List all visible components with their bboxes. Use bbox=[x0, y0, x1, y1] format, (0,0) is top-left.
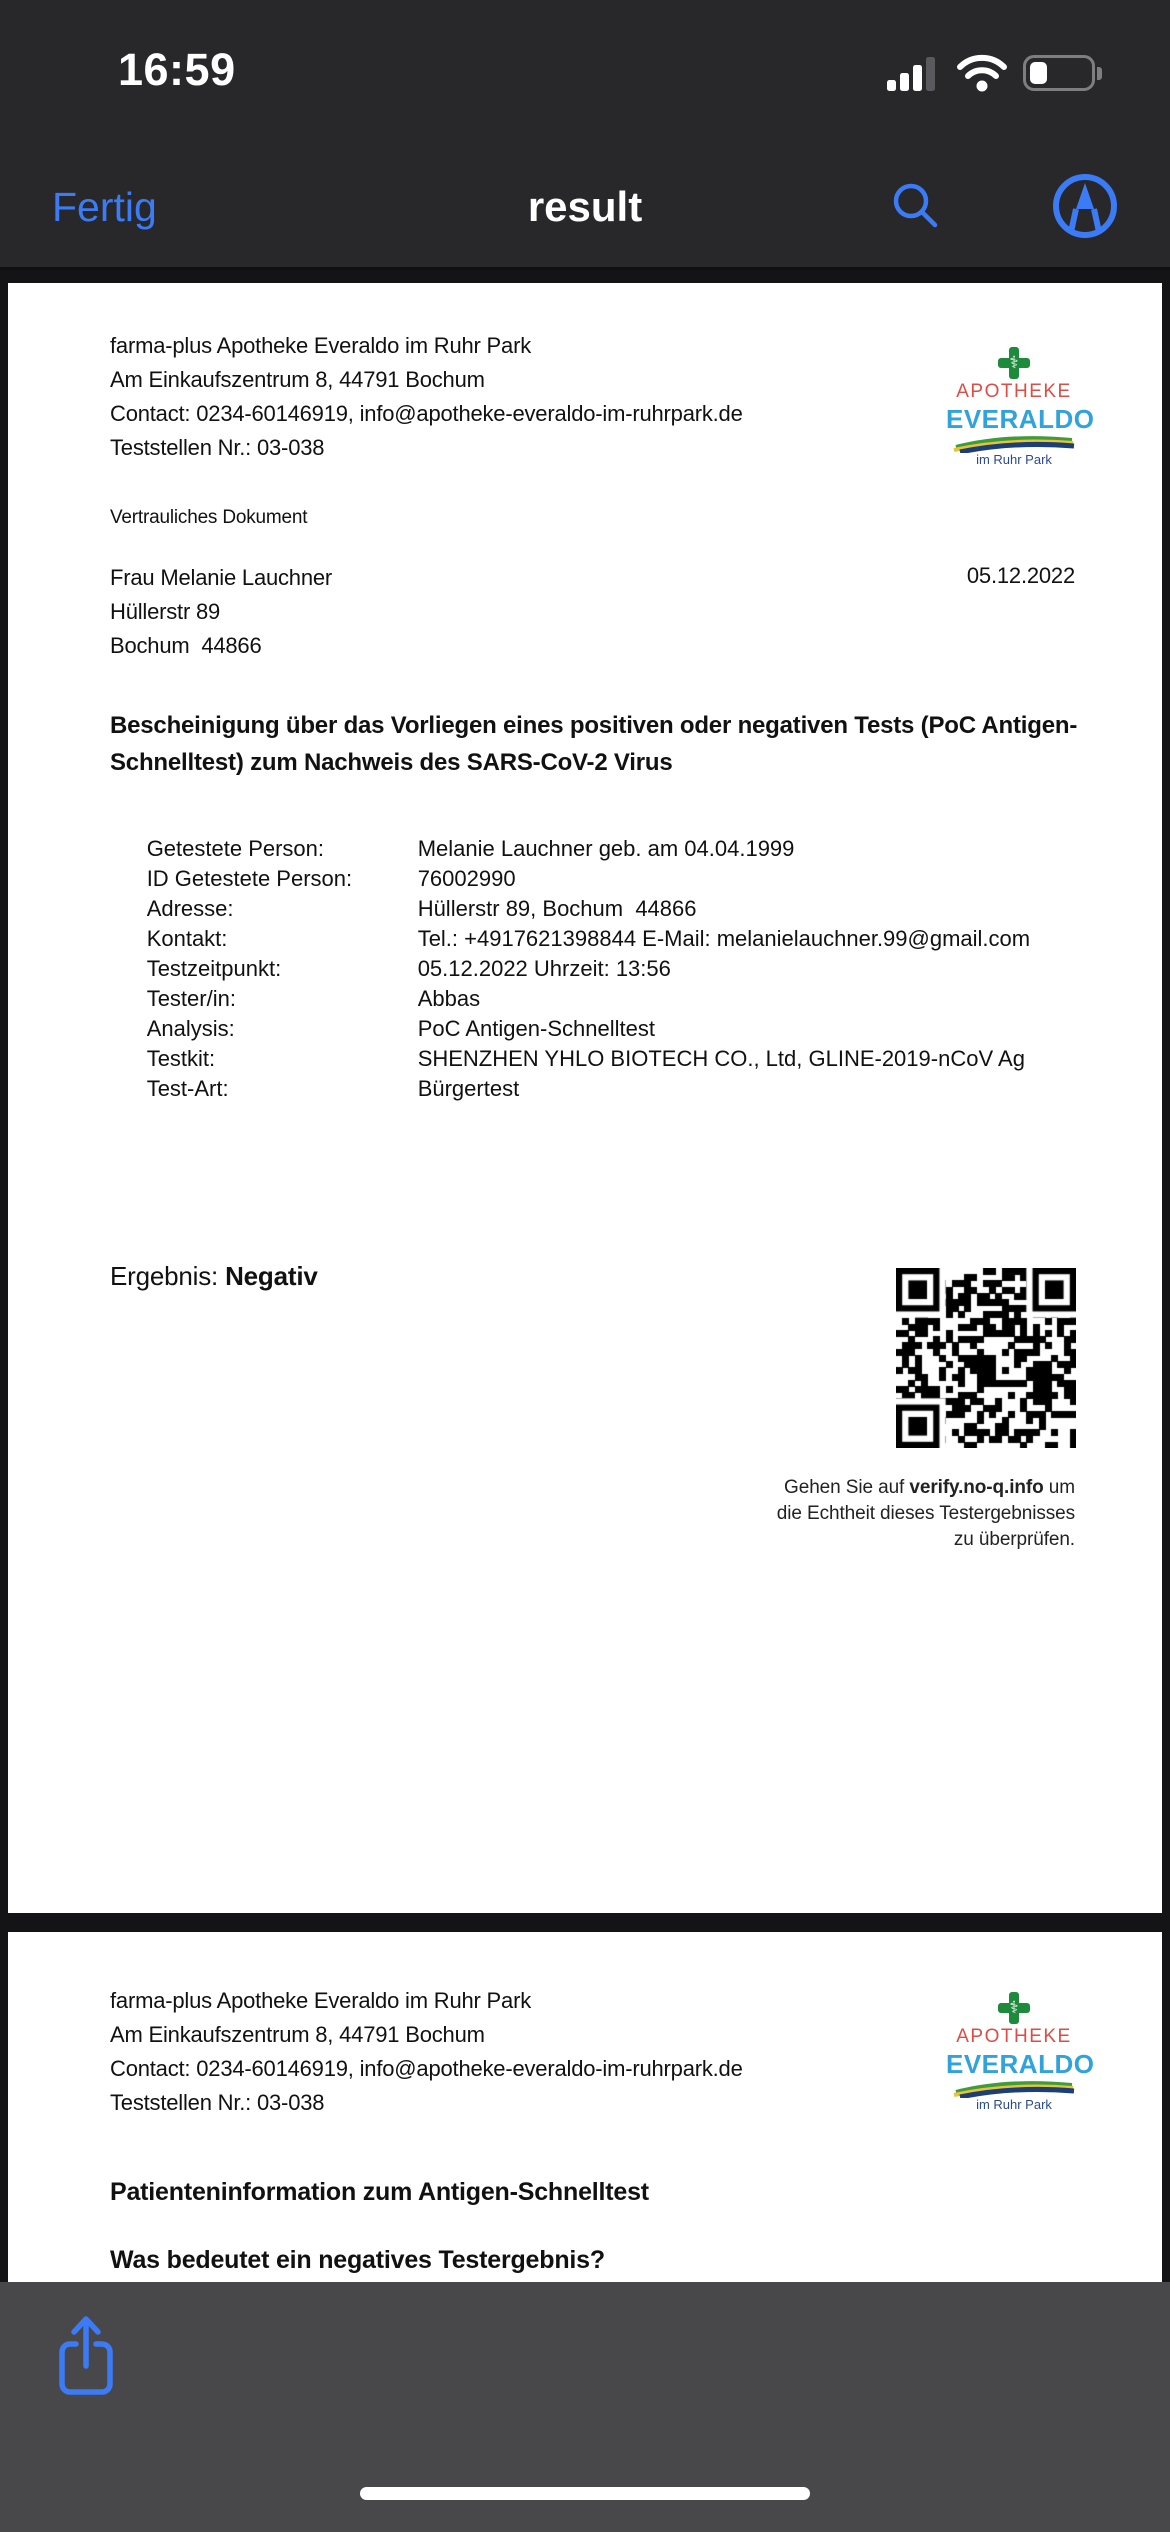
pharmacy-address: Am Einkaufszentrum 8, 44791 Bochum bbox=[110, 2022, 485, 2047]
logo-everaldo-text: EVERALDO bbox=[946, 2049, 1095, 2079]
pharmacy-contact: Contact: 0234-60146919, info@apotheke-everaldo-im-ruhrpark.de bbox=[110, 2056, 743, 2081]
pharmacy-logo bbox=[946, 1992, 1095, 2112]
battery-level bbox=[1030, 62, 1047, 84]
logo-apotheke-text: APOTHEKE bbox=[956, 381, 1072, 402]
pharmacy-address: Am Einkaufszentrum 8, 44791 Bochum bbox=[110, 367, 485, 392]
logo-everaldo-text: EVERALDO bbox=[946, 404, 1095, 434]
certificate-title-line2: Schnelltest) zum Nachweis des SARS-CoV-2 Virus bbox=[110, 749, 673, 776]
markup-button[interactable] bbox=[1050, 171, 1120, 241]
detail-value: 76002990 bbox=[417, 866, 516, 891]
qr-caption-url: verify.no-q.info bbox=[909, 1477, 1044, 1498]
pharmacy-test-station: Teststellen Nr.: 03-038 bbox=[110, 435, 325, 460]
recipient-city: Bochum 44866 bbox=[110, 633, 262, 658]
result-label: Ergebnis: bbox=[110, 1261, 226, 1291]
qr-code bbox=[896, 1268, 1076, 1448]
pharmacy-name: farma-plus Apotheke Everaldo im Ruhr Park bbox=[110, 1988, 531, 2013]
qr-caption bbox=[777, 1475, 1075, 1553]
logo-tagline-text: im Ruhr Park bbox=[976, 2097, 1052, 2112]
document-date: 05.12.2022 bbox=[966, 563, 1075, 588]
test-result bbox=[110, 1261, 318, 1292]
pharmacy-logo bbox=[946, 347, 1095, 467]
document-title: result bbox=[527, 183, 643, 230]
pharmacy-test-station: Teststellen Nr.: 03-038 bbox=[110, 2090, 325, 2115]
logo-apotheke-text: APOTHEKE bbox=[956, 2026, 1072, 2047]
pharmacy-name: farma-plus Apotheke Everaldo im Ruhr Park bbox=[110, 333, 531, 358]
detail-label: Testkit: bbox=[146, 1046, 216, 1071]
detail-value: PoC Antigen-Schnelltest bbox=[417, 1016, 655, 1041]
search-button[interactable] bbox=[889, 179, 943, 233]
qr-caption-text: zu überprüfen. bbox=[953, 1529, 1075, 1550]
top-bar bbox=[0, 0, 1170, 270]
detail-value: Tel.: +4917621398844 E-Mail: melanielauchner.99@gmail.com bbox=[417, 926, 1031, 951]
home-indicator[interactable] bbox=[360, 2487, 810, 2500]
bottom-toolbar bbox=[0, 2282, 1170, 2532]
detail-row bbox=[110, 1044, 1102, 1134]
recipient-street: Hüllerstr 89 bbox=[110, 599, 221, 624]
battery-icon bbox=[1023, 55, 1102, 91]
share-button[interactable] bbox=[55, 2312, 117, 2398]
detail-value: Bürgertest bbox=[417, 1076, 520, 1101]
status-time: 16:59 bbox=[118, 44, 236, 95]
pharmacy-cross-icon: ⚕ bbox=[998, 347, 1030, 379]
detail-label: Kontakt: bbox=[146, 926, 228, 951]
pharmacy-contact: Contact: 0234-60146919, info@apotheke-everaldo-im-ruhrpark.de bbox=[110, 401, 743, 426]
negative-result-question: Was bedeutet ein negatives Testergebnis? bbox=[110, 2246, 605, 2274]
detail-label: Test-Art: bbox=[146, 1076, 229, 1101]
confidential-label: Vertrauliches Dokument bbox=[110, 507, 308, 528]
pharmacy-cross-icon: ⚕ bbox=[998, 1992, 1030, 2024]
detail-label: Adresse: bbox=[146, 896, 234, 921]
wifi-icon bbox=[956, 54, 1008, 92]
recipient-name: Frau Melanie Lauchner bbox=[110, 565, 333, 590]
logo-swoosh-icon bbox=[952, 433, 1076, 453]
document-page-2[interactable] bbox=[8, 1932, 1162, 2282]
qr-caption-text: Gehen Sie auf bbox=[784, 1477, 910, 1498]
detail-label: Testzeitpunkt: bbox=[146, 956, 282, 981]
document-page-1[interactable] bbox=[8, 283, 1162, 1913]
detail-value: Hüllerstr 89, Bochum 44866 bbox=[417, 896, 697, 921]
cellular-signal-icon bbox=[887, 55, 941, 91]
logo-tagline-text: im Ruhr Park bbox=[976, 452, 1052, 467]
detail-value: Melanie Lauchner geb. am 04.04.1999 bbox=[417, 836, 795, 861]
certificate-title-line1: Bescheinigung über das Vorliegen eines positiven oder negativen Tests (PoC Antigen- bbox=[110, 712, 1078, 739]
detail-value: Abbas bbox=[417, 986, 481, 1011]
detail-label: Getestete Person: bbox=[146, 836, 325, 861]
status-icons bbox=[887, 50, 1102, 96]
patient-info-title: Patienteninformation zum Antigen-Schnelltest bbox=[110, 2178, 649, 2206]
qr-caption-text: die Echtheit dieses Testergebnisses bbox=[776, 1503, 1075, 1524]
logo-swoosh-icon bbox=[952, 2078, 1076, 2098]
detail-label: ID Getestete Person: bbox=[146, 866, 353, 891]
detail-value: 05.12.2022 Uhrzeit: 13:56 bbox=[417, 956, 671, 981]
result-value: Negativ bbox=[225, 1261, 318, 1291]
detail-label: Tester/in: bbox=[146, 986, 236, 1011]
qr-caption-text: um bbox=[1043, 1477, 1075, 1498]
done-button[interactable]: Fertig bbox=[52, 184, 157, 230]
navigation-bar bbox=[0, 168, 1170, 246]
detail-label: Analysis: bbox=[146, 1016, 235, 1041]
detail-value: SHENZHEN YHLO BIOTECH CO., Ltd, GLINE-2019-nCoV Ag bbox=[417, 1046, 1025, 1071]
